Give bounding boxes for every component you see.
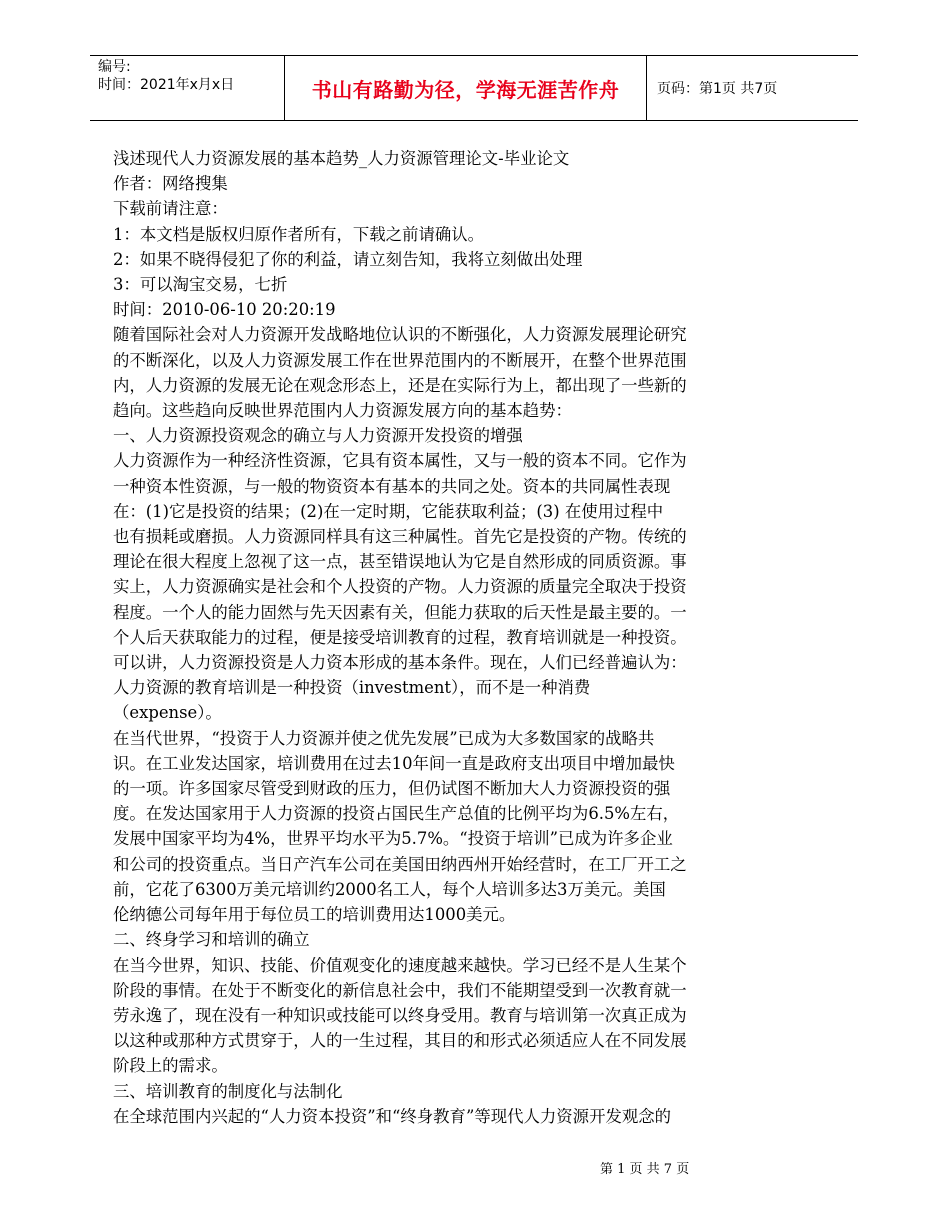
body-line: 内，人力资源的发展无论在观念形态上，还是在实际行为上，都出现了一些新的	[113, 375, 687, 395]
body-line: 在全球范围内兴起的“人力资本投资”和“终身教育”等现代人力资源开发观念的	[113, 1106, 672, 1126]
body-line: 实上，人力资源确实是社会和个人投资的产物。人力资源的质量完全取决于投资	[113, 577, 687, 597]
page-header	[90, 55, 858, 121]
section-heading-3: 三、培训教育的制度化与法制化	[113, 1081, 343, 1101]
body-line: 程度。一个人的能力固然与先天因素有关，但能力获取的后天性是最主要的。一	[113, 602, 687, 622]
body-line: 理论在很大程度上忽视了这一点，甚至错误地认为它是自然形成的同质资源。事	[113, 552, 687, 572]
body-line: 阶段的事情。在处于不断变化的新信息社会中，我们不能期望受到一次教育就一	[113, 980, 687, 1000]
body-line: 发展中国家平均为4%，世界平均水平为5.7%。“投资于培训”已成为许多企业	[113, 829, 673, 849]
notice-heading: 下载前请注意：	[113, 199, 228, 219]
body-line: 在当代世界，“投资于人力资源并使之优先发展”已成为大多数国家的战略共	[113, 728, 655, 748]
body-line: 趋向。这些趋向反映世界范围内人力资源发展方向的基本趋势：	[113, 401, 572, 421]
author-line: 作者：网络搜集	[113, 174, 228, 194]
body-line: 劳永逸了，现在没有一种知识或技能可以终身受用。教育与培训第一次真正成为	[113, 1005, 687, 1025]
header-number-label: 编号:	[98, 59, 131, 75]
body-line: 以这种或那种方式贯穿于，人的一生过程，其目的和形式必须适应人在不同发展	[113, 1031, 687, 1051]
notice-item-2: 2：如果不晓得侵犯了你的利益，请立刻告知，我将立刻做出处理	[113, 249, 583, 269]
body-line: 人力资源的教育培训是一种投资（investment），而不是一种消费	[113, 678, 591, 698]
header-motto: 书山有路勤为径，学海无涯苦作舟	[285, 56, 647, 120]
body-line: 和公司的投资重点。当日产汽车公司在美国田纳西州开始经营时，在工厂开工之	[113, 854, 687, 874]
section-heading-1: 一、人力资源投资观念的确立与人力资源开发投资的增强	[113, 426, 523, 446]
body-line: 在当今世界，知识、技能、价值观变化的速度越来越快。学习已经不是人生某个	[113, 955, 687, 975]
header-page-label: 页码：第1页 共7页	[657, 81, 778, 97]
body-line: 识。在工业发达国家，培训费用在过去10年间一直是政府支出项目中增加最快	[113, 753, 675, 773]
body-line: 人力资源作为一种经济性资源，它具有资本属性，又与一般的资本不同。它作为	[113, 451, 687, 471]
body-line: 一种资本性资源，与一般的物资资本有基本的共同之处。资本的共同属性表现	[113, 476, 671, 496]
header-time-label: 时间：2021年x月x日	[98, 77, 235, 93]
body-line: 的不断深化，以及人力资源发展工作在世界范围内的不断展开，在整个世界范围	[113, 350, 687, 370]
body-line: 前，它花了6300万美元培训约2000名工人，每个人培训多达3万美元。美国	[113, 879, 666, 899]
notice-item-1: 1：本文档是版权归原作者所有，下载之前请确认。	[113, 224, 485, 244]
timestamp-line: 时间：2010-06-10 20:20:19	[113, 300, 336, 320]
body-line: 也有损耗或磨损。人力资源同样具有这三种属性。首先它是投资的产物。传统的	[113, 527, 687, 547]
body-line: 随着国际社会对人力资源开发战略地位认识的不断强化，人力资源发展理论研究	[113, 325, 687, 345]
document-title: 浅述现代人力资源发展的基本趋势_人力资源管理论文-毕业论文	[113, 149, 570, 168]
body-line: 在：(1)它是投资的结果；(2)在一定时期，它能获取利益；(3) 在使用过程中	[113, 501, 664, 521]
header-meta	[90, 56, 285, 120]
body-line: 个人后天获取能力的过程，便是接受培训教育的过程，教育培训就是一种投资。	[113, 627, 687, 647]
body-line: 的一项。许多国家尽管受到财政的压力，但仍试图不断加大人力资源投资的强	[113, 779, 671, 799]
notice-item-3: 3：可以淘宝交易，七折	[113, 275, 288, 295]
section-heading-2: 二、终身学习和培训的确立	[113, 930, 310, 950]
document-body	[113, 146, 769, 1129]
page-footer: 第 1 页 共 7 页	[600, 1162, 690, 1177]
body-line: 可以讲，人力资源投资是人力资本形成的基本条件。现在，人们已经普遍认为：	[113, 653, 687, 673]
body-line: （expense）。	[113, 703, 222, 723]
body-line: 度。在发达国家用于人力资源的投资占国民生产总值的比例平均为6.5%左右，	[113, 804, 680, 824]
body-line: 阶段上的需求。	[113, 1056, 228, 1076]
body-line: 伦纳德公司每年用于每位员工的培训费用达1000美元。	[113, 905, 516, 925]
